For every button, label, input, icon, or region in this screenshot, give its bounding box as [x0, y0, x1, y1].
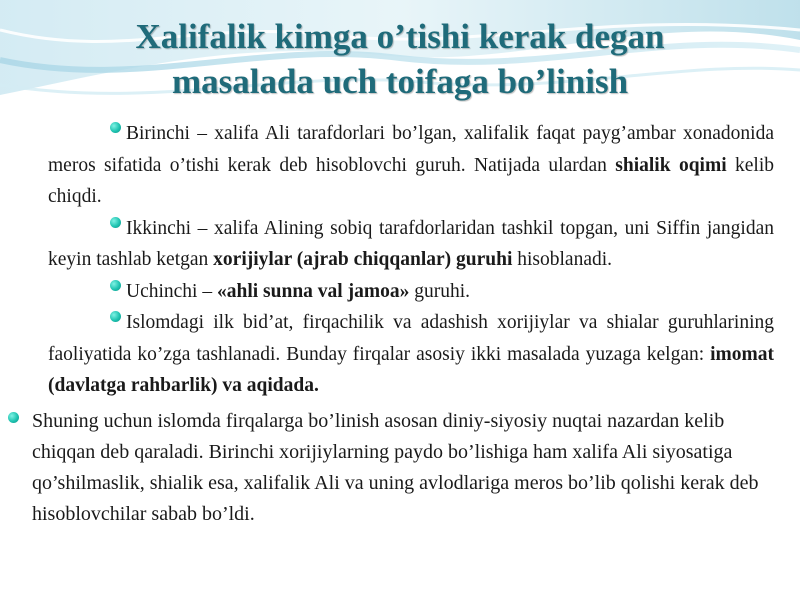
bullet-icon [110, 217, 121, 228]
bullet-icon [110, 122, 121, 133]
item-text-end: kelib chiqdi. [48, 154, 774, 207]
item-text-end: guruhi. [409, 280, 470, 302]
item-bold-text: xorijiylar (ajrab chiqqanlar) guruhi [213, 249, 513, 270]
item-text-end: hisoblanadi. [512, 249, 613, 270]
list-item [48, 307, 774, 402]
item-bold-text: imomat (davlatga rahbarlik) va aqidada. [48, 343, 774, 396]
item-text: Birinchi – xalifa Ali tarafdorlari bo’lgan, xalifalik faqat payg’ambar xonadonida meros sifatida o’tishi kerak deb hisoblovchi guruh. Natijada ulardan [48, 123, 774, 176]
list-item [48, 276, 774, 308]
summary-paragraph [32, 406, 772, 530]
bullet-icon [110, 311, 121, 322]
item-text: Uchinchi – [126, 280, 217, 302]
title-line-1: Xalifalik kimga o’tishi kerak degan [135, 17, 665, 56]
title-line-2: masalada uch toifaga bo’linish [171, 62, 629, 101]
slide-content [0, 118, 800, 530]
item-text: Islomdagi ilk bid’at, firqachilik va adashish xorijiylar va shialar guruhlarining faoliyatida ko’zga tashlanadi. Bunday firqalar asosiy ikki masalada yuzaga kelgan: [48, 312, 774, 365]
bullet-icon [8, 412, 19, 423]
item-bold-text: «ahli sunna val jamoa» [216, 280, 410, 302]
summary-text: Shuning uchun islomda firqalarga bo’linish asosan diniy-siyosiy nuqtai nazardan kelib chiqqan deb qaraladi. Birinchi xorijiylarning paydo bo’lishiga ham xalifa Ali siyosatiga qo’shilmaslik, shialik esa, xalifalik Ali va uning avlodlariga meros bo’lib qolishi kerak deb hisoblovchilar sabab bo’ldi. [32, 409, 759, 525]
list-item [48, 213, 774, 276]
item-text: Ikkinchi – xalifa Alining sobiq tarafdorlaridan tashkil topgan, uni Siffin jangidan keyin tashlab ketgan [48, 217, 774, 270]
slide-title [60, 14, 740, 104]
bullet-icon [110, 280, 121, 291]
list-item [48, 118, 774, 213]
item-bold-text: shialik oqimi [615, 154, 727, 176]
